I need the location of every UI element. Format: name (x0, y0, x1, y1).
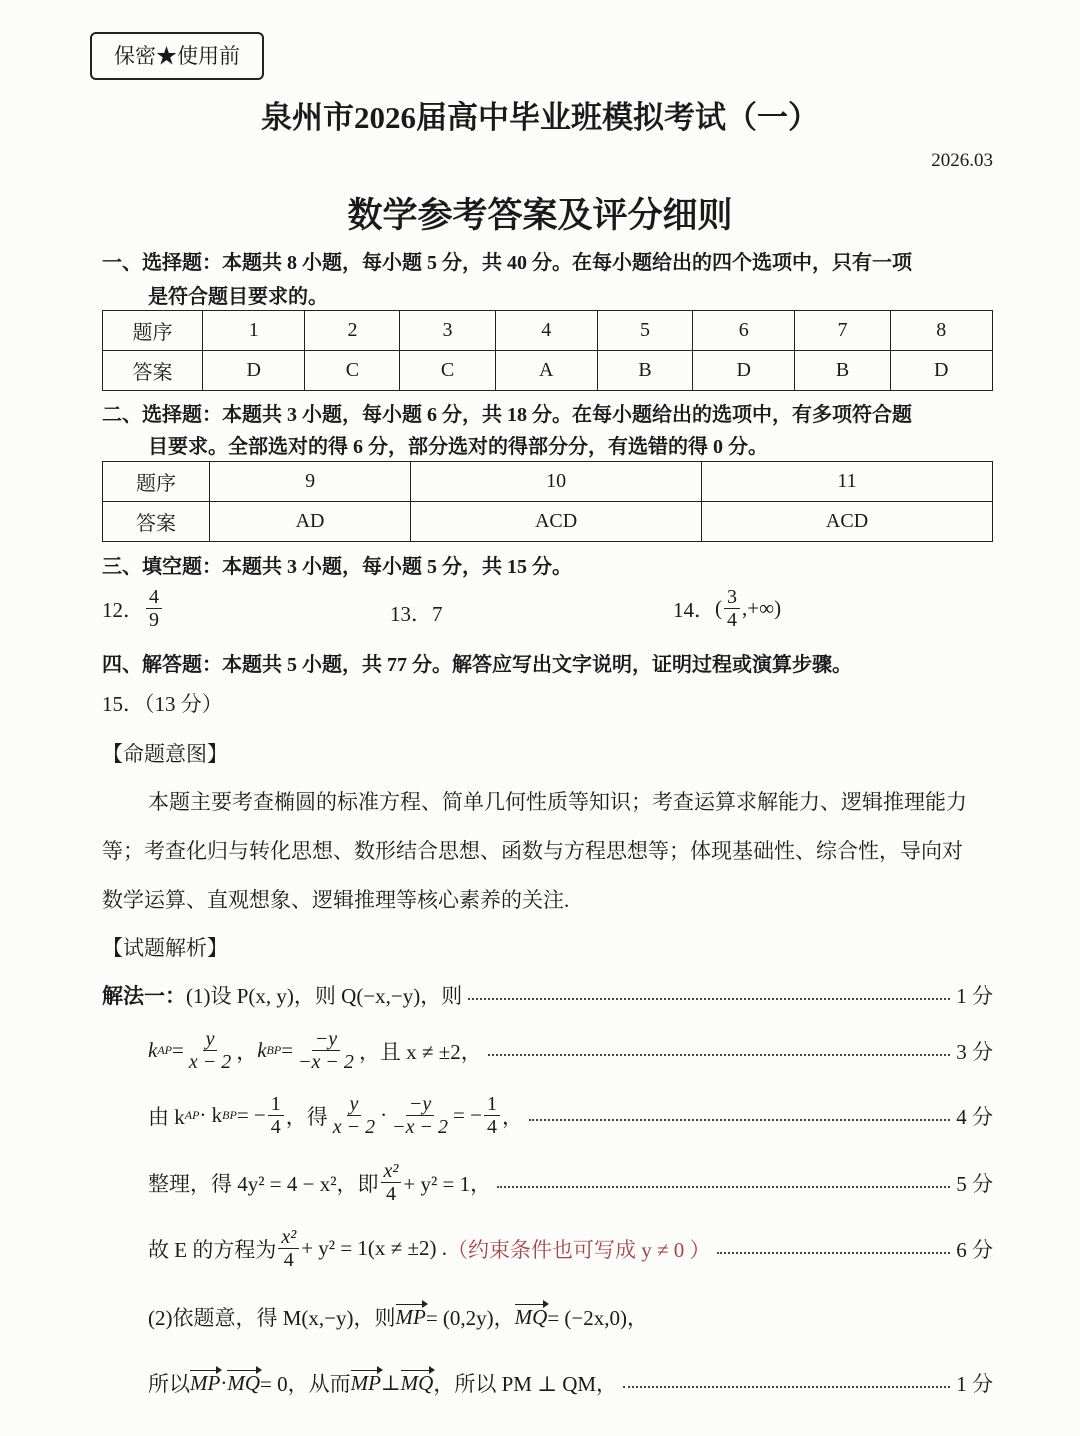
fraction (330, 1093, 378, 1138)
denominator: 4 (727, 609, 737, 631)
solution-text: 整理，得 4y² = 4 − x²，即 (148, 1171, 379, 1196)
section2-answer-table (102, 461, 993, 542)
exam-date: 2026.03 (931, 150, 993, 171)
method-label: 解法一： (102, 984, 186, 1008)
score: 4 分 (956, 1104, 993, 1129)
solution-text: 所以 (148, 1372, 190, 1396)
fraction (295, 1028, 357, 1073)
numerator: 3 (724, 586, 740, 609)
math-k: k (257, 1038, 267, 1062)
numerator: −y (406, 1093, 434, 1116)
section2-heading: 二、选择题：本题共 3 小题，每小题 6 分，共 18 分。在每小题给出的选项中，有多项符合题 (102, 404, 912, 426)
score: 3 分 (956, 1039, 993, 1064)
intent-paragraph-line: 本题主要考查椭圆的标准方程、简单几何性质等知识；考查运算求解能力、逻辑推理能力 (148, 790, 967, 814)
math-perp: ⊥ (380, 1370, 401, 1395)
dot-leader (488, 1054, 951, 1056)
table-row-numbers (103, 462, 993, 502)
row-label: 答案 (103, 351, 203, 391)
exam-title: 泉州市2026届高中毕业班模拟考试（一） (261, 100, 819, 135)
solution-line-6 (148, 1302, 993, 1332)
vector: MP (350, 1370, 381, 1395)
numerator: 1 (484, 1093, 500, 1116)
math-dot: · k (199, 1103, 223, 1127)
fraction (186, 1028, 234, 1073)
denominator: 9 (149, 609, 159, 631)
table-cell: AD (210, 502, 411, 542)
solution-text: ，得 (285, 1104, 328, 1129)
solution-text: ， (501, 1104, 523, 1129)
dot-leader (717, 1252, 951, 1254)
answer-12 (102, 586, 164, 631)
solution-text: ，所以 PM ⊥ QM， (433, 1372, 618, 1396)
score: 5 分 (956, 1171, 993, 1196)
solution-line-2 (148, 1028, 993, 1073)
dot-leader (623, 1386, 950, 1388)
table-cell: D (890, 351, 992, 391)
separator: ， (236, 1039, 258, 1064)
table-cell: D (203, 351, 305, 391)
table-cell: C (305, 351, 400, 391)
section1-answer-table (102, 310, 993, 391)
section2-heading-cont: 目要求。全部选对的得 6 分，部分选对的得部分分，有选错的得 0 分。 (148, 436, 768, 458)
solution-text: 故 E 的方程为 (148, 1237, 277, 1262)
document-subtitle: 数学参考答案及评分细则 (347, 196, 733, 235)
table-cell: 2 (305, 311, 400, 351)
section1-heading-cont: 是符合题目要求的。 (148, 286, 328, 308)
solution-text: 由 k (148, 1104, 185, 1129)
solution-text: (2)依题意，得 M(x,−y)，则 (148, 1306, 396, 1330)
table-row-answers (103, 502, 993, 542)
solution-line-4 (148, 1160, 993, 1205)
math-eq: = (281, 1038, 294, 1062)
numerator: x² (278, 1226, 299, 1249)
denominator: 4 (385, 1183, 396, 1205)
denominator: x − 2 (332, 1116, 376, 1138)
fraction (146, 586, 162, 631)
denominator: 4 (283, 1249, 294, 1271)
fraction (278, 1226, 299, 1271)
intent-paragraph-line: 数学运算、直观想象、逻辑推理等核心素养的关注. (102, 888, 570, 912)
table-cell: 1 (203, 311, 305, 351)
solution-text: ，且 x ≠ ±2， (358, 1039, 482, 1064)
solution-text: = (−2x,0)， (547, 1306, 649, 1330)
math-eq: = − (236, 1103, 266, 1127)
solution-line-1 (102, 980, 993, 1010)
math-k: k (148, 1038, 158, 1062)
q12-label: 12． (102, 597, 144, 622)
vector: MQ (400, 1370, 434, 1395)
math-sub: BP (266, 1043, 282, 1057)
table-row-numbers (103, 311, 993, 351)
grading-note: （约束条件也可写成 y ≠ 0 ） (446, 1237, 711, 1262)
intent-paragraph-line: 等；考查化归与转化思想、数形结合思想、函数与方程思想等；体现基础性、综合性，导向对 (102, 839, 963, 863)
math-sub: AP (184, 1108, 200, 1122)
math-sub: BP (222, 1108, 237, 1122)
denominator: x − 2 (188, 1051, 232, 1073)
interval-rest: ,+∞) (742, 596, 782, 620)
fraction (389, 1093, 451, 1138)
vector: MP (395, 1304, 426, 1329)
table-cell: ACD (411, 502, 702, 542)
denominator: −x − 2 (392, 1116, 449, 1138)
row-label: 题序 (103, 462, 210, 502)
table-cell: D (693, 351, 795, 391)
fraction (268, 1093, 284, 1138)
math-dot: · (380, 1103, 388, 1127)
math-sub: AP (157, 1043, 172, 1057)
numerator: y (203, 1028, 218, 1051)
numerator: x² (381, 1160, 402, 1183)
vector: MQ (227, 1370, 260, 1395)
paren: ( (715, 596, 722, 620)
denominator: 4 (486, 1116, 497, 1138)
table-cell: 9 (210, 462, 411, 502)
vector: MQ (514, 1304, 548, 1329)
solution-text: = 0，从而 (260, 1372, 351, 1396)
section4-heading: 四、解答题：本题共 5 小题，共 77 分。解答应写出文字说明，证明过程或演算步骤。 (102, 654, 852, 676)
q14-label: 14． (673, 597, 715, 622)
numerator: 4 (146, 586, 162, 609)
fraction (484, 1093, 500, 1138)
answer-14 (673, 586, 781, 631)
fraction (381, 1160, 402, 1205)
solution-line-3 (148, 1093, 993, 1138)
math-eq: = (172, 1038, 184, 1062)
fraction (724, 586, 740, 631)
solution-text: + y² = 1(x ≠ ±2) . (301, 1236, 447, 1260)
table-cell: A (495, 351, 597, 391)
row-label: 题序 (103, 311, 203, 351)
table-cell: 5 (597, 311, 692, 351)
numerator: −y (312, 1028, 340, 1051)
table-cell: B (795, 351, 890, 391)
math-dot: · (220, 1370, 228, 1395)
table-cell: C (400, 351, 495, 391)
answer-13: 13．7 (390, 602, 443, 626)
row-label: 答案 (103, 502, 210, 542)
dot-leader (497, 1186, 950, 1188)
table-cell: 8 (890, 311, 992, 351)
math-eq: = − (453, 1103, 482, 1127)
table-cell: 10 (411, 462, 702, 502)
numerator: 1 (268, 1093, 284, 1116)
dot-leader (468, 998, 950, 1000)
table-cell: B (597, 351, 692, 391)
denominator: −x − 2 (298, 1051, 354, 1073)
solution-text: + y² = 1， (403, 1171, 492, 1196)
table-cell: 7 (795, 311, 890, 351)
table-cell: 11 (702, 462, 993, 502)
solution-line-5 (148, 1226, 993, 1271)
analysis-heading: 【试题解析】 (102, 936, 228, 960)
table-cell: 4 (495, 311, 597, 351)
confidential-stamp: 保密★使用前 (90, 32, 264, 80)
section1-heading: 一、选择题：本题共 8 小题，每小题 5 分，共 40 分。在每小题给出的四个选项中，只有一项 (102, 252, 912, 274)
score: 1 分 (956, 984, 993, 1008)
vector: MP (190, 1370, 221, 1395)
table-cell: ACD (702, 502, 993, 542)
solution-line-7 (148, 1368, 993, 1398)
score: 6 分 (956, 1237, 993, 1262)
score: 1 分 (956, 1372, 993, 1396)
table-row-answers (103, 351, 993, 391)
table-cell: 6 (693, 311, 795, 351)
solution-text: (1)设 P(x, y)，则 Q(−x,−y)，则 (186, 984, 463, 1008)
section3-heading: 三、填空题：本题共 3 小题，每小题 5 分，共 15 分。 (102, 556, 572, 578)
solution-text: = (0,2y)， (425, 1306, 515, 1330)
dot-leader (529, 1119, 950, 1121)
intent-heading: 【命题意图】 (102, 742, 228, 766)
table-cell: 3 (400, 311, 495, 351)
question-15-label: 15．（13 分） (102, 692, 223, 716)
numerator: y (347, 1093, 362, 1116)
denominator: 4 (270, 1116, 281, 1138)
